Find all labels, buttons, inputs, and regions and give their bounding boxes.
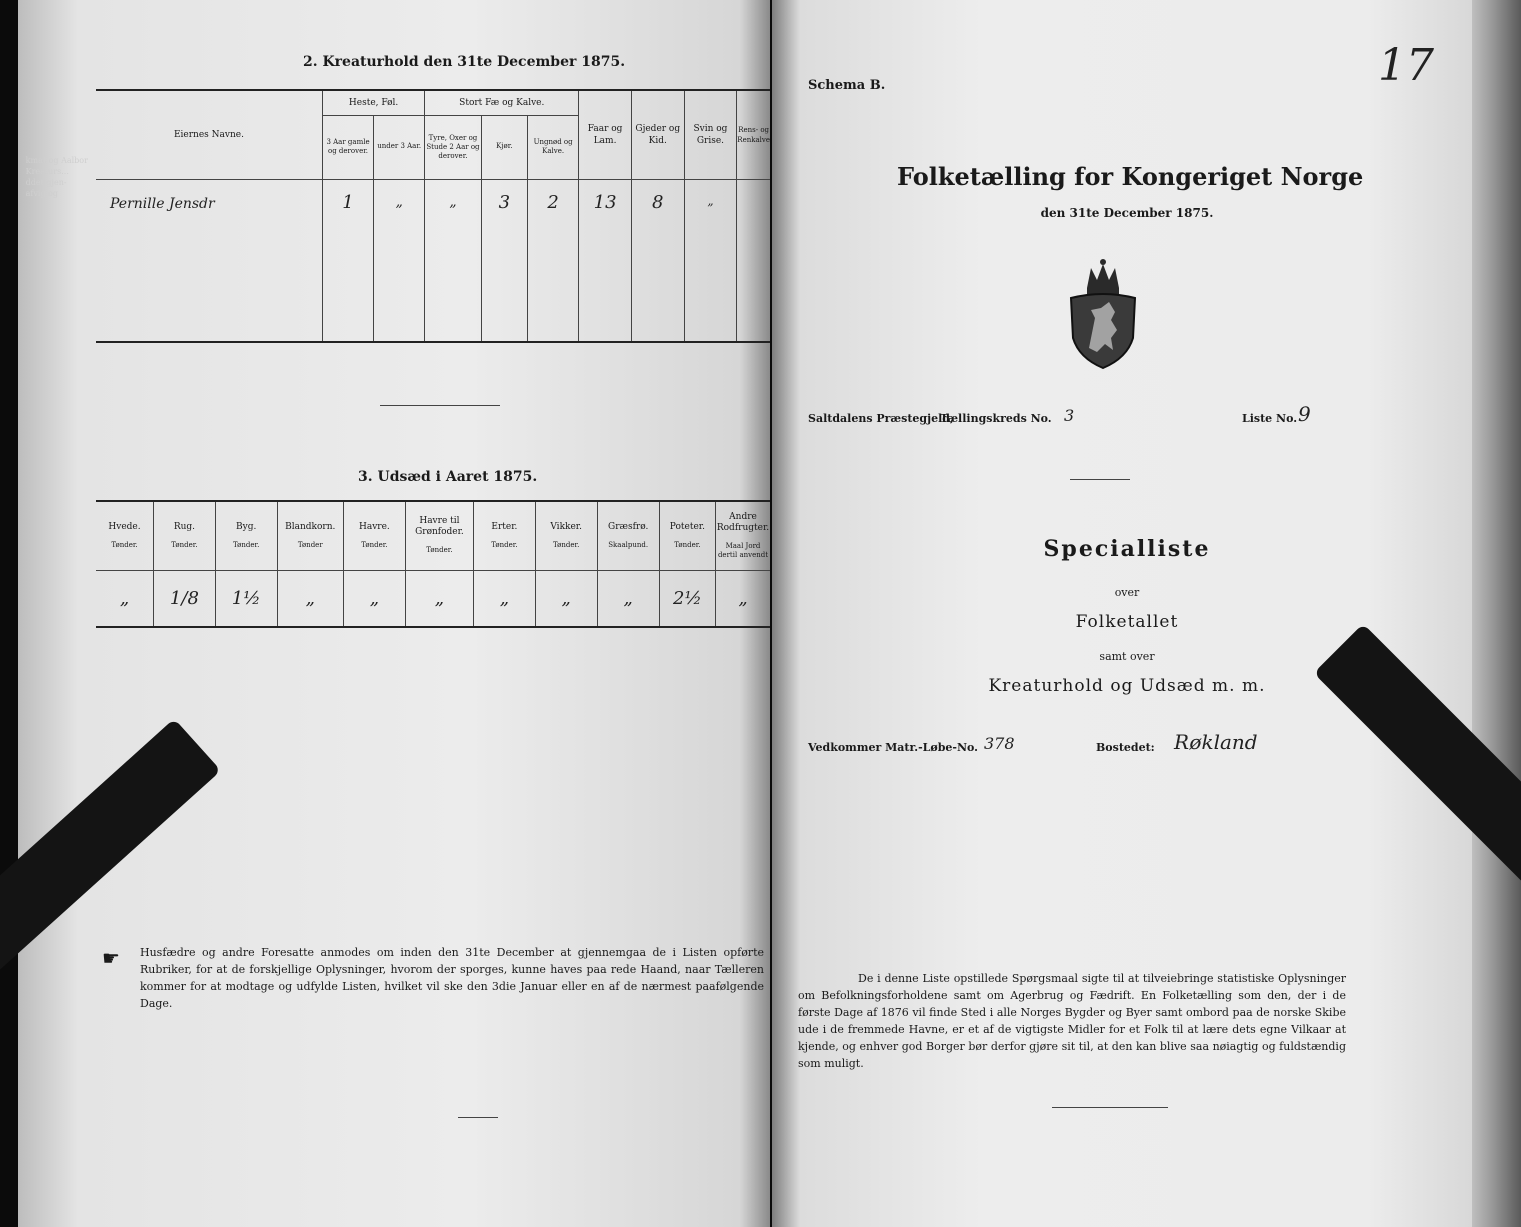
udsaed-value-cell: 2½ — [659, 570, 715, 626]
udsaed-header-unit: Tønder. — [491, 540, 518, 549]
stort-fae-header: Stort Fæ og Kalve. Tyre, Oxer og Stude 2 Aar og derover. Kjør. Ungnød og Kalve. — [425, 91, 579, 180]
praestegjeld-label: Saltdalens Præstegjeld, — [808, 412, 954, 425]
udsaed-header-unit: Tønder. — [233, 540, 260, 549]
udsaed-header-cell — [405, 502, 473, 570]
udsaed-header-name: Byg. — [236, 521, 257, 532]
udsaed-header-unit: Tønder. — [426, 546, 453, 555]
udsaed-value-cell: 1/8 — [154, 570, 216, 626]
rens-cell — [737, 180, 770, 343]
matr-value: 378 — [984, 734, 1015, 753]
udsaed-value-cell: „ — [277, 570, 343, 626]
udsaed-value-cell: 1½ — [215, 570, 277, 626]
dash-rule — [1070, 479, 1130, 480]
udsaed-header-cell — [535, 502, 597, 570]
udsaed-header-cell — [474, 502, 536, 570]
gjeder-cell: 8 — [631, 180, 684, 343]
udsaed-header-name: Hvede. — [108, 521, 141, 532]
census-date: den 31te December 1875. — [1040, 206, 1214, 220]
schema-label: Schema B. — [808, 78, 886, 93]
udsaed-value-cell: „ — [343, 570, 405, 626]
udsaed-header-cell — [215, 502, 277, 570]
udsaed-header-unit: Tønder. — [361, 540, 388, 549]
rens-header: Rens- og Renkalve — [737, 91, 770, 180]
section3-title: 3. Udsæd i Aaret 1875. — [358, 469, 538, 485]
left-page — [18, 0, 770, 1227]
udsaed-header-cell — [716, 502, 771, 570]
coat-of-arms-icon — [1065, 258, 1141, 370]
samt-over-label: samt over — [1099, 650, 1155, 663]
udsaed-value-cell: „ — [535, 570, 597, 626]
svin-header: Svin og Grise. — [684, 91, 737, 180]
right-page — [772, 0, 1472, 1227]
bleed-through-text: kmat og Aalbor Kreaturs... ddet gjen- afvig og — [25, 156, 88, 198]
gjeder-header: Gjeder og Kid. — [631, 91, 684, 180]
udsaed-header-cell — [277, 502, 343, 570]
udsaed-header-cell — [343, 502, 405, 570]
udsaed-header-name: Poteter. — [669, 521, 705, 532]
stort-fae-cells: „ 3 2 — [425, 180, 579, 343]
udsaed-header-unit: Maal Jord dertil anvendt — [717, 541, 769, 559]
udsaed-header-name: Græsfrø. — [608, 521, 649, 532]
kreds-label: Tællingskreds No. — [940, 412, 1052, 425]
bosted-value: Røkland — [1174, 730, 1258, 754]
faar-header: Faar og Lam. — [579, 91, 632, 180]
udsaed-value-cell: „ — [405, 570, 473, 626]
faar-cell: 13 — [579, 180, 632, 343]
udsaed-header-name: Rug. — [173, 521, 196, 532]
owner-header: Eiernes Navne. — [96, 91, 322, 180]
matr-label: Vedkommer Matr.-Løbe-No. — [808, 741, 978, 754]
udsaed-header-cell — [154, 502, 216, 570]
udsaed-header-unit: Tønder. — [553, 540, 580, 549]
udsaed-header-unit: Skaalpund. — [608, 540, 649, 549]
udsaed-header-unit: Tønder. — [111, 540, 138, 549]
table-bottom-rule — [96, 341, 770, 343]
instruction-notice: Husfædre og andre Foresatte anmodes om inden den 31te December at gjennemgaa de i Listen opførte Rubriker, for at de forskjellige Oplysninger, hvorom der sporges, kunne haves paa rede Haand, naar Tælleren kommer for at modtage og udfylde Listen, hvilket vil ske den 3die Januar eller en af de nærmest paafølgende Dage. — [140, 946, 764, 1010]
folketallet-label: Folketallet — [1075, 612, 1179, 632]
pointing-hand-icon: ☛ — [102, 946, 120, 970]
udsaed-header-name: Andre Rodfrugter. — [716, 511, 770, 533]
explanation-paragraph: De i denne Liste opstillede Spørgsmaal sigte til at tilveiebringe statistiske Oplysninger om Befolkningsforholdene samt om Agerbrug og Fædrift. En Folketælling som den, der i de første Dage af 1876 vil finde Sted i alle Norges Bygder og Byer samt ombord paa de norske Skibe ude i de fremmede Havne, er et af de vigtigste Midler for et Folk til at lære dets egne Vilkaar at kjende, og enhver god Borger bør derfor gjøre sit til, at den kan blive saa nøiagtig og fuldstændig som muligt. — [798, 972, 1346, 1070]
svin-cell: „ — [684, 180, 737, 343]
liste-value: 9 — [1298, 402, 1311, 426]
heste-header: Heste, Føl. 3 Aar gamle og derover. under 3 Aar. — [322, 91, 424, 180]
census-title: Folketælling for Kongeriget Norge — [897, 162, 1364, 191]
udsaed-header-unit: Tønder. — [171, 540, 198, 549]
over-label: over — [1114, 586, 1140, 599]
udsaed-header-unit: Tønder. — [674, 540, 701, 549]
udsaed-value-cell: „ — [474, 570, 536, 626]
kreaturhold-label: Kreaturhold og Udsæd m. m. — [988, 676, 1266, 696]
udsaed-bottom-rule — [96, 626, 770, 628]
udsaed-header-cell — [96, 502, 154, 570]
separator-rule — [380, 405, 500, 406]
udsaed-header-cell — [659, 502, 715, 570]
heste-cells: 1 „ — [322, 180, 424, 343]
bosted-label: Bostedet: — [1096, 741, 1155, 754]
udsaed-header-name: Vikker. — [550, 521, 582, 532]
liste-label: Liste No. — [1242, 412, 1298, 425]
udsaed-header-name: Havre til Grønfoder. — [415, 516, 464, 538]
closing-rule — [1052, 1107, 1168, 1108]
footer-dash — [458, 1117, 498, 1118]
udsaed-table — [96, 502, 770, 626]
udsaed-header-unit: Tønder — [297, 540, 323, 549]
udsaed-header-name: Havre. — [358, 521, 390, 532]
udsaed-value-cell: „ — [119, 587, 130, 609]
udsaed-header-cell — [597, 502, 659, 570]
kreaturhold-table — [96, 91, 770, 342]
udsaed-header-name: Blandkorn. — [285, 521, 336, 532]
owner-cell: Pernille Jensdr — [110, 196, 215, 212]
next-page-edge — [1472, 0, 1521, 1227]
page-number: 17 — [1378, 40, 1434, 91]
udsaed-header-name: Erter. — [491, 521, 518, 532]
specialliste-title: Specialliste — [1043, 536, 1211, 562]
kreds-value: 3 — [1064, 406, 1075, 425]
udsaed-value-cell: „ — [716, 570, 771, 626]
udsaed-value-cell: „ — [597, 570, 659, 626]
section2-title: 2. Kreaturhold den 31te December 1875. — [303, 54, 626, 70]
